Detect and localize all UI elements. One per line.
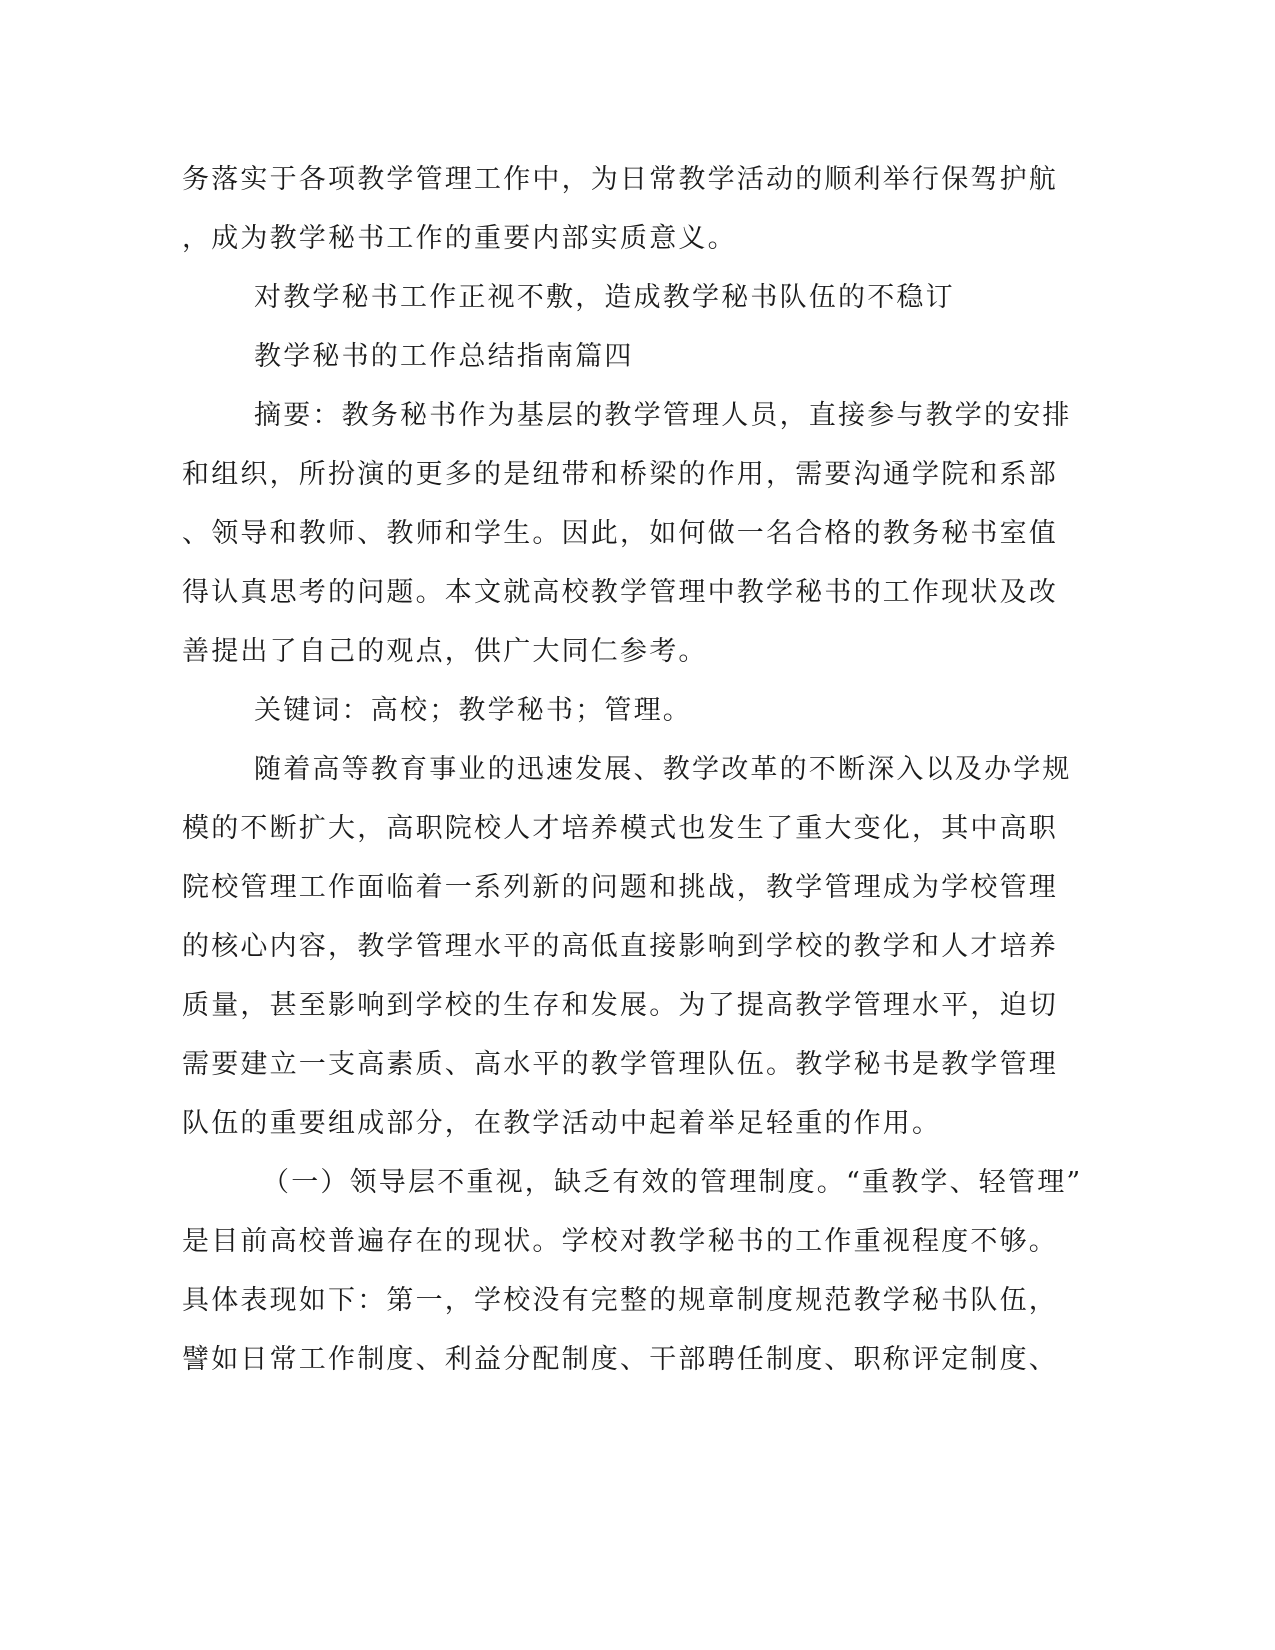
section-heading: 教学秘书的工作总结指南篇四 xyxy=(254,341,634,372)
text-line: ，成为教学秘书工作的重要内部实质意义。 xyxy=(182,223,737,254)
body-text xyxy=(182,150,1083,1389)
text-line: 譬如日常工作制度、利益分配制度、干部聘任制度、职称评定制度、 xyxy=(182,1344,1058,1375)
text-line: 院校管理工作面临着一系列新的问题和挑战，教学管理成为学校管理 xyxy=(182,872,1058,903)
text-line: 质量，甚至影响到学校的生存和发展。为了提高教学管理水平，迫切 xyxy=(182,990,1058,1021)
text-line: 队伍的重要组成部分，在教学活动中起着举足轻重的作用。 xyxy=(182,1108,942,1139)
text-line: 对教学秘书工作正视不敷，造成教学秘书队伍的不稳订 xyxy=(254,282,955,313)
keywords-line: 关键词：高校；教学秘书；管理。 xyxy=(254,695,692,726)
abstract-line: 善提出了自己的观点，供广大同仁参考。 xyxy=(182,636,708,667)
text-line: 务落实于各项教学管理工作中，为日常教学活动的顺利举行保驾护航 xyxy=(182,164,1058,195)
abstract-line: 、领导和教师、教师和学生。因此，如何做一名合格的教务秘书室值 xyxy=(182,518,1058,549)
abstract-line: 和组织，所扮演的更多的是纽带和桥梁的作用，需要沟通学院和系部 xyxy=(182,459,1058,490)
text-line: （一）领导层不重视，缺乏有效的管理制度。“重教学、轻管理” xyxy=(262,1167,1083,1198)
text-line: 具体表现如下：第一，学校没有完整的规章制度规范教学秘书队伍， xyxy=(182,1285,1058,1316)
text-line: 随着高等教育事业的迅速发展、教学改革的不断深入以及办学规 xyxy=(254,754,1072,785)
text-line: 的核心内容，教学管理水平的高低直接影响到学校的教学和人才培养 xyxy=(182,931,1058,962)
abstract-line: 摘要：教务秘书作为基层的教学管理人员，直接参与教学的安排 xyxy=(254,400,1072,431)
abstract-line: 得认真思考的问题。本文就高校教学管理中教学秘书的工作现状及改 xyxy=(182,577,1058,608)
text-line: 是目前高校普遍存在的现状。学校对教学秘书的工作重视程度不够。 xyxy=(182,1226,1058,1257)
text-line: 模的不断扩大，高职院校人才培养模式也发生了重大变化，其中高职 xyxy=(182,813,1058,844)
text-line: 需要建立一支高素质、高水平的教学管理队伍。教学秘书是教学管理 xyxy=(182,1049,1058,1080)
